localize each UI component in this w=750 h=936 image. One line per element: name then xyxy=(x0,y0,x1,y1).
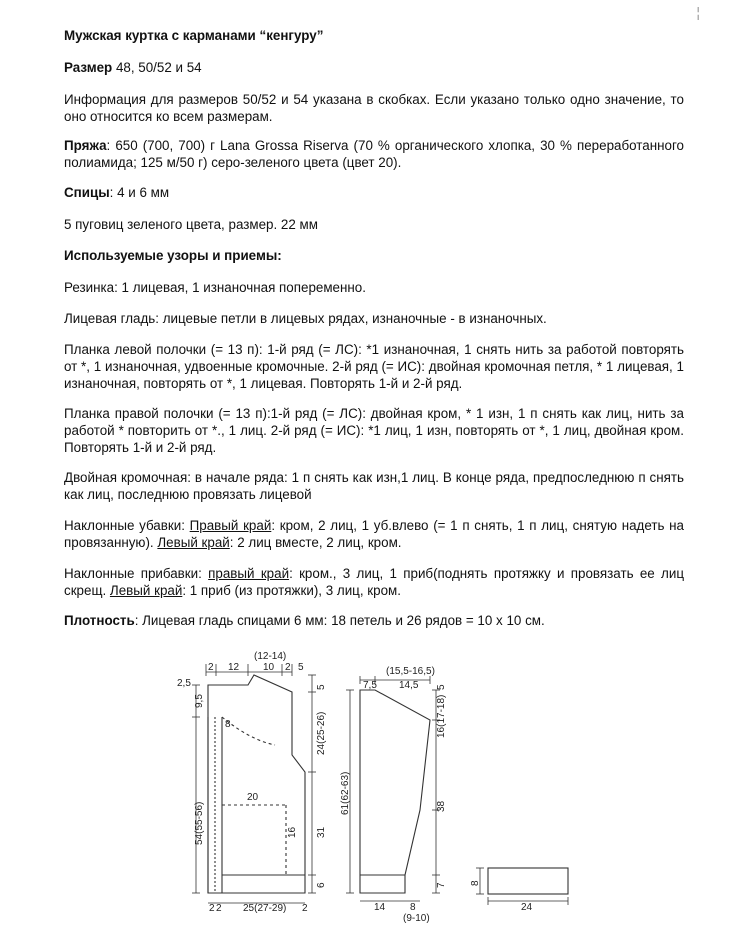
decrease-left-label: Левый край xyxy=(157,535,230,550)
double-edge-line: Двойная кромочная: в начале ряда: 1 п снять как изн,1 лиц. В конце ряда, предпоследнюю п снять как лиц, последнюю провязать лицевой xyxy=(64,470,684,502)
stockinette-line: Лицевая гладь: лицевые петли в лицевых рядах, изнаночные - в изнаночных. xyxy=(64,311,547,326)
increase-left-label: Левый край xyxy=(109,583,183,598)
yarn-label: Пряжа xyxy=(64,138,107,153)
sleeve-top-1: (15,5-16,5) xyxy=(386,666,435,677)
decrease-lead: Наклонные убавки: xyxy=(64,518,190,533)
left-band-line: Планка левой полочки (= 13 п): 1-й ряд (= ЛС): *1 изнаночная, 1 снять нить за работой повторять от *, 1 изнаночная, удвоенные кромочные. 2-й ряд (= ИС): двойная кромочная петля, * 1 лицевая, 1 изнаночная, повторять от *, 1 лицевая. Повторять 1-й и 2-й ряд. xyxy=(64,342,684,391)
body-inner-2: 20 xyxy=(247,792,259,803)
body-bottom-2: 2 xyxy=(216,903,222,914)
body-right-1: 5 xyxy=(316,684,327,690)
size-label: Размер xyxy=(64,60,113,75)
body-top-5: 2 xyxy=(285,662,291,673)
buttons-line: 5 пуговиц зеленого цвета, размер. 22 мм xyxy=(64,217,318,232)
increase-lead: Наклонные прибавки: xyxy=(64,566,209,581)
body-right-3: 31 xyxy=(316,826,327,838)
body-left-2: 9,5 xyxy=(194,694,205,708)
sleeve-right-4: 7 xyxy=(436,882,447,888)
band-left: 8 xyxy=(470,880,481,886)
patterns-heading: Используемые узоры и приемы: xyxy=(64,248,282,263)
band-bottom: 24 xyxy=(521,902,533,913)
body-right-4: 6 xyxy=(316,882,327,888)
increase-right-text: : кром., 3 лиц, 1 приб(поднять протяжку и провязать ее лиц скрещ. xyxy=(64,566,684,598)
needles-value: : 4 и 6 мм xyxy=(109,185,170,200)
sleeve-bottom-1: 14 xyxy=(374,902,386,913)
increase-right-label: правый край xyxy=(208,566,290,581)
body-top-3: (12-14) xyxy=(254,651,287,662)
yarn-value: : 650 (700, 700) г Lana Grossa Riserva (70 % органического хлопка, 30 % переработанного полиамида; 125 м/50 г) серо-зеленого цвета (цвет 20). xyxy=(64,138,684,170)
corner-mark: ¦ xyxy=(696,4,700,20)
decrease-left-text: : 2 лиц вместе, 2 лиц, кром. xyxy=(229,535,402,550)
needles-label: Спицы xyxy=(64,185,110,200)
body-inner-1: 8 xyxy=(225,719,231,730)
sleeve-top-3: 14,5 xyxy=(399,680,419,691)
body-left-3: 54(55-56) xyxy=(194,801,205,845)
sleeve-bottom-2: 8 xyxy=(410,902,416,913)
sleeve-right-1: 5 xyxy=(436,684,447,690)
body-inner-3: 16 xyxy=(287,826,298,838)
sleeve-piece xyxy=(360,690,430,893)
gauge-label: Плотность xyxy=(64,613,135,628)
body-top-1: 2 xyxy=(208,662,214,673)
body-left-1: 2,5 xyxy=(177,678,191,689)
document-title: Мужская куртка с карманами “кенгуру” xyxy=(64,28,324,43)
increase-left-text: : 1 приб (из протяжки), 3 лиц, кром. xyxy=(182,583,401,598)
sleeve-left: 61(62-63) xyxy=(340,771,351,815)
gauge-value: : Лицевая гладь спицами 6 мм: 18 петель и 26 рядов = 10 х 10 см. xyxy=(134,613,545,628)
band-piece xyxy=(488,868,568,894)
body-dimension-lines xyxy=(192,664,316,903)
body-right-2: 24(25-26) xyxy=(316,711,327,755)
size-value: 48, 50/52 и 54 xyxy=(112,60,202,75)
rib-line: Резинка: 1 лицевая, 1 изнаночная попеременно. xyxy=(64,280,366,295)
body-bottom-4: 2 xyxy=(302,903,308,914)
right-band-line: Планка правой полочки (= 13 п):1-й ряд (= ЛС): двойная кром, * 1 изн, 1 п снять как лиц, нить за работой * повторить от *., 1 лиц. 2-й ряд (= ИС): *1 лиц, 1 изн, повторять от *, 1 лиц, двойная кром. Повторять 1-й и 2-й ряд. xyxy=(64,406,684,455)
decrease-right-label: Правый край xyxy=(189,518,272,533)
body-piece xyxy=(208,675,305,893)
sleeve-right-3: 38 xyxy=(436,800,447,812)
body-top-2: 12 xyxy=(228,662,240,673)
body-bottom-3: 25(27-29) xyxy=(243,903,287,914)
size-info: Информация для размеров 50/52 и 54 указана в скобках. Если указано только одно значение, то оно относится ко всем размерам. xyxy=(64,92,684,124)
band-dimension-lines xyxy=(476,868,568,905)
sleeve-right-2: 16(17-18) xyxy=(436,694,447,738)
sleeve-bottom-3: (9-10) xyxy=(403,913,430,924)
body-bottom-1: 2 xyxy=(209,903,215,914)
body-top-6: 5 xyxy=(298,662,304,673)
sleeve-top-2: 7,5 xyxy=(363,680,377,691)
body-top-4: 10 xyxy=(263,662,275,673)
decrease-right-text: : кром, 2 лиц, 1 уб.влево (= 1 п снять, 1 п лиц, снятую надеть на провязанную). xyxy=(64,518,684,550)
